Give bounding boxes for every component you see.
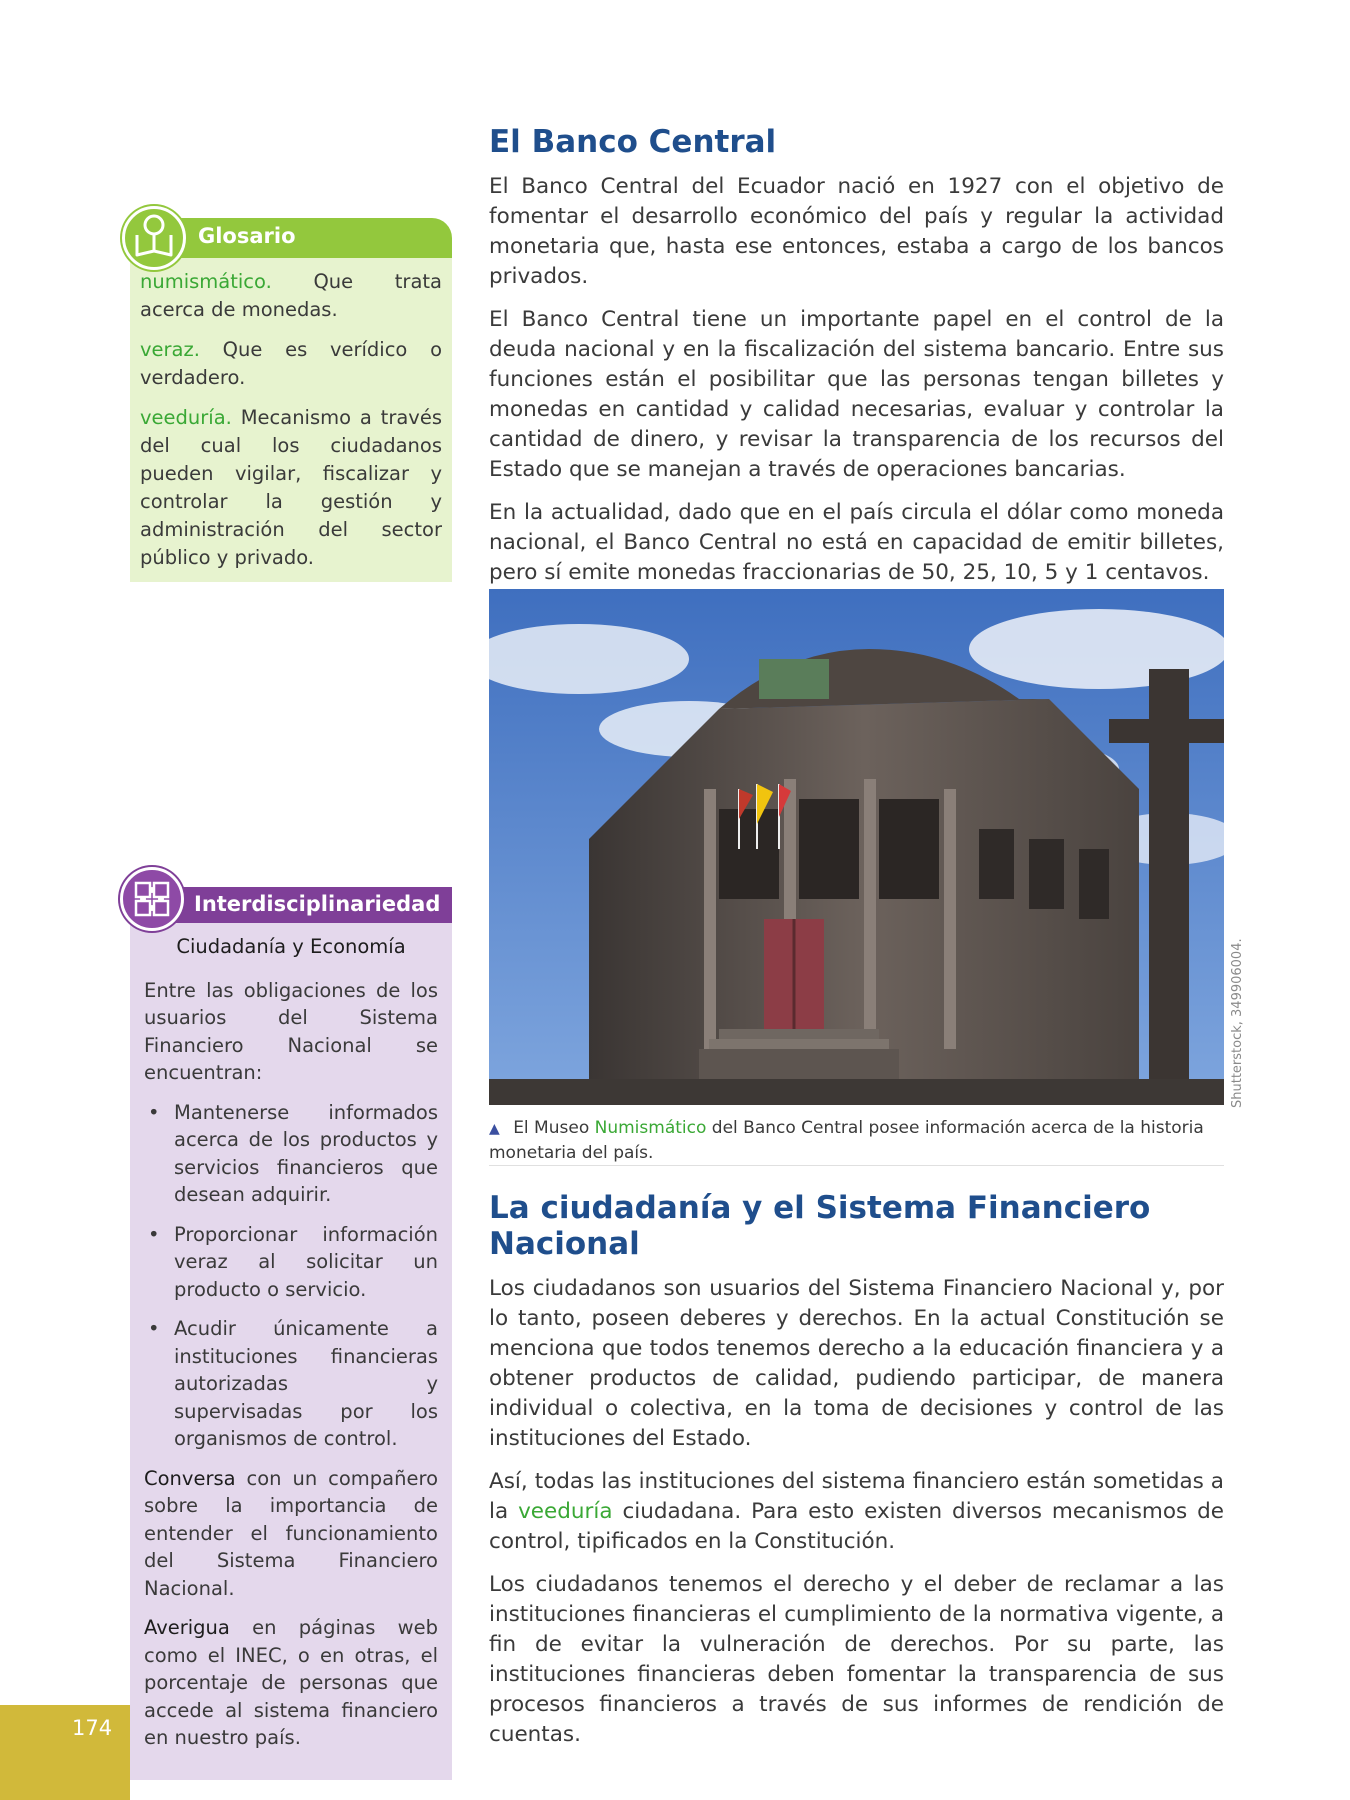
photo-caption xyxy=(489,1116,1224,1166)
activity-verb: Conversa xyxy=(144,1466,236,1490)
glossary-definition: Que es verídico o verdadero. xyxy=(140,338,443,389)
glossary-definition: Que trata acerca de monedas. xyxy=(140,270,442,321)
page-number: 174 xyxy=(72,1716,113,1740)
paragraph-prefix: Así, todas las instituciones del sistema financiero están sometidas a la xyxy=(489,1469,1224,1524)
glossary-title: Glosario xyxy=(198,224,296,248)
glossary-term: veraz. xyxy=(140,338,200,361)
interdisciplinary-subtitle: Ciudadanía y Economía xyxy=(176,935,406,958)
glossary-box xyxy=(130,218,452,582)
bullet-icon: • xyxy=(148,1317,160,1340)
building-illustration xyxy=(489,589,1224,1105)
book-icon xyxy=(122,206,186,270)
section-ciudadania xyxy=(489,1190,1224,1763)
triangle-icon: ▲ xyxy=(489,1121,500,1137)
paragraph: En la actualidad, dado que en el país circula el dólar como moneda nacional, el Banco Central no está en capacidad de emitir billetes, pero sí emite monedas fraccionarias de 50, 25, 10, 5 y 1 centavos. xyxy=(489,500,1224,585)
bullet-icon: • xyxy=(148,1100,160,1124)
glossary-entry xyxy=(140,268,442,324)
puzzle-icon xyxy=(120,867,184,931)
list-item xyxy=(144,1221,438,1304)
paragraph: El Banco Central del Ecuador nació en 1927 con el objetivo de fomentar el desarrollo económico del país y regular la actividad monetaria que, hasta ese entonces, estaba a cargo de los bancos privados. xyxy=(489,174,1224,289)
activity-verb: Averigua xyxy=(144,1616,230,1639)
bank-building-photo xyxy=(489,589,1224,1105)
interdisciplinary-header xyxy=(164,887,452,923)
activity-averigua xyxy=(144,1614,438,1752)
paragraph: Los ciudadanos son usuarios del Sistema Financiero Nacional y, por lo tanto, poseen deberes y derechos. En la actual Constitución se menciona que todos tenemos derecho a la educación financiera y a obtener productos de calidad, pudiendo participar, de manera individual o colectiva, en la toma de decisiones y control de las instituciones del Estado. xyxy=(489,1276,1224,1451)
activity-text: en páginas web como el INEC, o en otras, el porcentaje de personas que accede al sistema financiero en nuestro país. xyxy=(144,1616,439,1749)
obligations-list xyxy=(144,1099,438,1453)
list-item-text: Mantenerse informados acerca de los productos y servicios financieros que desean adquirir. xyxy=(174,1100,438,1206)
paragraph: Los ciudadanos tenemos el derecho y el deber de reclamar a las instituciones financieras el cumplimiento de la normativa vigente, a fin de evitar la vulneración de derechos. Por su parte, las instituciones financieras deben fomentar la transparencia de sus procesos financieros a través de sus informes de rendición de cuentas. xyxy=(489,1572,1224,1747)
glossary-body xyxy=(130,258,452,582)
paragraph-suffix: ciudadana. Para esto existen diversos mecanismos de control, tipificados en la Constitución. xyxy=(489,1499,1224,1554)
glossary-header xyxy=(160,218,452,258)
glossary-term: numismático. xyxy=(140,270,272,293)
interdisciplinary-body xyxy=(130,923,452,1780)
glossary-term-link: veeduría xyxy=(518,1499,613,1524)
caption-highlight: Numismático xyxy=(594,1118,707,1138)
section-title: El Banco Central xyxy=(489,124,777,160)
interdisciplinary-title: Interdisciplinariedad xyxy=(194,892,441,916)
list-item-text: Proporcionar información veraz al solicitar un producto o servicio. xyxy=(174,1222,438,1301)
section-banco-central xyxy=(489,124,1224,601)
glossary-entry xyxy=(140,336,442,392)
list-item xyxy=(144,1099,438,1209)
activity-conversa xyxy=(144,1465,438,1603)
activity-text: con un compañero sobre la importancia de entender el funcionamiento del Sistema Financiero Nacional. xyxy=(144,1466,438,1600)
caption-suffix: del Banco Central posee información acerca de la historia monetaria del país. xyxy=(489,1118,1204,1163)
paragraph xyxy=(489,1467,1224,1557)
list-item xyxy=(144,1315,438,1453)
interdisciplinary-box xyxy=(130,887,452,1780)
glossary-entry xyxy=(140,404,442,572)
caption-prefix: El Museo xyxy=(513,1118,590,1138)
photo-credit: Shutterstock, 349906004. xyxy=(1230,938,1245,1108)
interdisciplinary-intro: Entre las obligaciones de los usuarios del Sistema Financiero Nacional se encuentran: xyxy=(144,978,438,1084)
paragraph: El Banco Central tiene un importante papel en el control de la deuda nacional y en la fiscalización del sistema bancario. Entre sus funciones están el posibilitar que las personas tengan billetes y monedas en cantidad y calidad necesarias, evaluar y controlar la cantidad de dinero, y revisar la transparencia de los recursos del Estado que se manejan a través de operaciones bancarias. xyxy=(489,307,1224,482)
list-item-text: Acudir únicamente a instituciones financieras autorizadas y supervisadas por los organismos de control. xyxy=(174,1317,438,1450)
bullet-icon: • xyxy=(148,1222,160,1246)
glossary-definition: Mecanismo a través del cual los ciudadanos pueden vigilar, fiscalizar y controlar la gestión y administración del sector público y privado. xyxy=(140,406,442,569)
glossary-term: veeduría. xyxy=(140,406,232,429)
section-title: La ciudadanía y el Sistema Financiero Nacional xyxy=(489,1190,1151,1262)
